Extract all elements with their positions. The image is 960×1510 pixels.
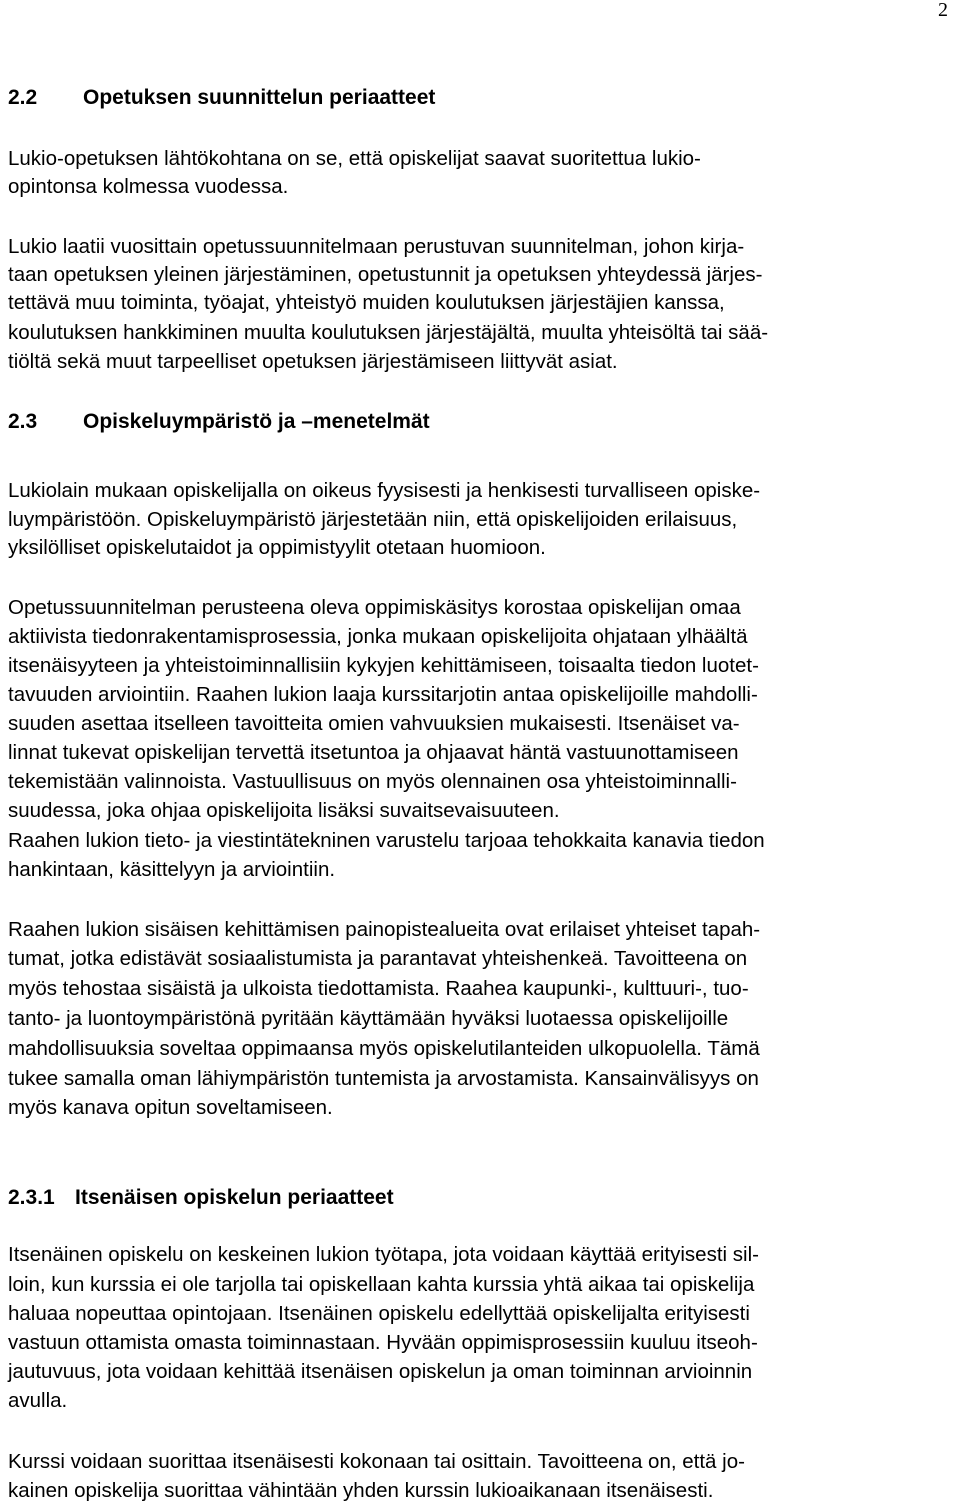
heading-title: Itsenäisen opiskelun periaatteet	[75, 1186, 394, 1209]
heading-title: Opetuksen suunnittelun periaatteet	[83, 86, 436, 109]
text-line: myös kanava opitun soveltamiseen.	[8, 1096, 333, 1119]
section-heading	[8, 86, 436, 110]
text-line: Kurssi voidaan suorittaa itsenäisesti kokonaan tai osittain. Tavoitteena on, että jo-	[8, 1450, 745, 1473]
heading-title: Opiskeluympäristö ja –menetelmät	[83, 410, 430, 433]
text-line: myös tehostaa sisäistä ja ulkoista tiedottamista. Raahea kaupunki-, kulttuuri-, tuo-	[8, 977, 749, 1000]
text-line: Lukio laatii vuosittain opetussuunnitelmaan perustuvan suunnitelman, johon kirja-	[8, 235, 745, 258]
text-line: vastuun ottamista omasta toiminnastaan. Hyvään oppimisprosessiin kuuluu itseoh-	[8, 1331, 758, 1354]
text-line: tanto- ja luontoympäristönä pyritään käyttämään hyväksi luotaessa opiskelijoille	[8, 1007, 729, 1030]
section-heading	[8, 1186, 394, 1210]
text-line: Opetussuunnitelman perusteena oleva oppimiskäsitys korostaa opiskelijan omaa	[8, 596, 741, 619]
text-line: hankintaan, käsittelyyn ja arviointiin.	[8, 858, 336, 881]
text-line: jautuvuus, jota voidaan kehittää itsenäisen opiskelun ja oman toiminnan arvioinnin	[8, 1360, 753, 1383]
heading-number: 2.3.1	[8, 1186, 55, 1209]
text-line: opintonsa kolmessa vuodessa.	[8, 175, 289, 198]
text-line: tekemistään valinnoista. Vastuullisuus on myös olennainen osa yhteistoiminnalli-	[8, 770, 737, 793]
heading-number: 2.3	[8, 410, 38, 433]
text-line: Raahen lukion sisäisen kehittämisen painopistealueita ovat erilaiset yhteiset tapah-	[8, 918, 761, 941]
text-line: tettävä muu toiminta, työajat, yhteistyö muiden koulutuksen järjestäjien kanssa,	[8, 291, 725, 314]
page-number: 2	[938, 0, 948, 21]
text-line: itsenäisyyteen ja yhteistoiminnallisiin kykyjen kehittämiseen, toisaalta tiedon luotet-	[8, 654, 759, 677]
text-line: Lukio-opetuksen lähtökohtana on se, että opiskelijat saavat suoritettua lukio-	[8, 147, 701, 170]
text-line: tukee samalla oman lähiympäristön tuntemista ja arvostamista. Kansainvälisyys on	[8, 1067, 759, 1090]
text-line: suuden asettaa itselleen tavoitteita omien vahvuuksien mukaisesti. Itsenäiset va-	[8, 712, 740, 735]
text-line: haluaa nopeuttaa opintojaan. Itsenäinen opiskelu edellyttää opiskelijalta erityisesti	[8, 1302, 750, 1325]
text-line: loin, kun kurssia ei ole tarjolla tai opiskellaan kahta kurssia yhtä aikaa tai opiskelija	[8, 1273, 755, 1296]
text-line: suudessa, joka ohjaa opiskelijoita lisäksi suvaitsevaisuuteen.	[8, 799, 560, 822]
text-line: kainen opiskelija suorittaa vähintään yhden kurssin lukioaikanaan itsenäisesti.	[8, 1479, 714, 1502]
text-line: yksilölliset opiskelutaidot ja oppimistyylit otetaan huomioon.	[8, 536, 546, 559]
text-line: taan opetuksen yleinen järjestäminen, opetustunnit ja opetuksen yhteydessä järjes-	[8, 263, 763, 286]
text-line: tavuuden arviointiin. Raahen lukion laaja kurssitarjotin antaa opiskelijoille mahdolli-	[8, 683, 758, 706]
text-line: mahdollisuuksia soveltaa oppimaansa myös opiskelutilanteiden ulkopuolella. Tämä	[8, 1037, 760, 1060]
text-line: tiöltä sekä muut tarpeelliset opetuksen järjestämiseen liittyvät asiat.	[8, 350, 618, 373]
section-heading	[8, 410, 430, 434]
text-line: koulutuksen hankkiminen muulta koulutuksen järjestäjältä, muulta yhteisöltä tai sää-	[8, 321, 769, 344]
heading-number: 2.2	[8, 86, 38, 109]
text-line: Lukiolain mukaan opiskelijalla on oikeus fyysisesti ja henkisesti turvalliseen opiske-	[8, 479, 761, 502]
text-line: Raahen lukion tieto- ja viestintätekninen varustelu tarjoaa tehokkaita kanavia tiedon	[8, 829, 765, 852]
text-line: aktiivista tiedonrakentamisprosessia, jonka mukaan opiskelijoita ohjataan ylhäältä	[8, 625, 748, 648]
text-line: Itsenäinen opiskelu on keskeinen lukion työtapa, jota voidaan käyttää erityisesti sil-	[8, 1243, 759, 1266]
text-line: linnat tukevat opiskelijan tervettä itsetuntoa ja ohjaavat häntä vastuunottamiseen	[8, 741, 739, 764]
text-line: tumat, jotka edistävät sosiaalistumista ja parantavat yhteishenkeä. Tavoitteena on	[8, 947, 748, 970]
text-line: avulla.	[8, 1389, 68, 1412]
text-line: luympäristöön. Opiskeluympäristö järjestetään niin, että opiskelijoiden erilaisuus,	[8, 508, 738, 531]
